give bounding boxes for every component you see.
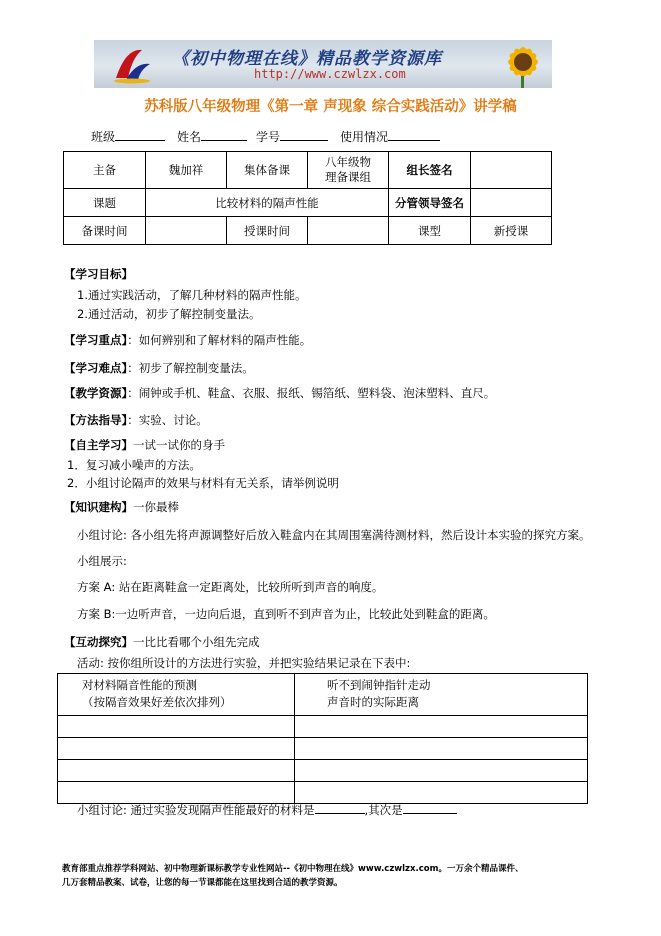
banner-title: 《初中物理在线》精品教学资源库 [172,49,442,69]
fill-id [256,128,328,145]
method [64,412,208,428]
name-label: 姓名 [177,130,202,144]
inter-text: 活动: 按你组所设计的方法进行实验，并把实验结果记录在下表中: [77,656,411,670]
build-paragraph-2: 小组展示: [77,554,127,568]
footer-line-1: 教育部重点推荐学科网站、初中物理新课标教学专业性网站--《初中物理在线》www.czwlzx.com。一万余个精品课件、 [62,864,524,874]
build-paragraph-3: 方案 A: 站在距离鞋盒一定距离处，比较所听到声音的响度。 [77,580,384,594]
cell-label: 组长签名 [389,152,471,189]
key-point [64,332,311,348]
table-row [64,217,552,245]
fill-usage [340,128,440,145]
id-blank[interactable] [280,128,328,141]
table-row [58,738,588,760]
fill-name [177,128,247,145]
table-row [64,152,552,189]
table-cell[interactable] [58,760,295,782]
build-heading: 【知识建构】 [64,500,133,514]
cell-value: 比较材料的隔声性能 [146,189,389,217]
group-leader-sign-cell[interactable] [471,152,552,189]
header-line: （按隔音效果好差依次排列） [82,695,232,709]
resources [64,385,495,401]
header-prediction [58,674,295,716]
table-cell[interactable] [58,716,295,738]
table-row [58,716,588,738]
id-label: 学号 [256,130,281,144]
header-line: 声音时的实际距离 [327,695,419,709]
method-heading: 【方法指导】 [64,413,128,427]
class-label: 班级 [91,130,116,144]
cell-label: 备课时间 [64,217,146,245]
header-line: 听不到闹钟指针走动 [327,678,431,692]
self-subtitle: 一试一试你的身手 [133,438,225,452]
table-row [58,760,588,782]
leader-sign-cell[interactable] [471,189,552,217]
second-material-blank[interactable] [403,801,457,814]
cell-label: 授课时间 [227,217,308,245]
cell-label: 集体备课 [227,152,308,189]
cell-value: 新授课 [471,217,552,245]
res-heading: 【教学资源】 [64,386,128,400]
page-title: 苏科版八年级物理《第一章 声现象 综合实践活动》讲学稿 [144,99,517,115]
inter-subtitle: 一比比看哪个小组先完成 [133,635,260,649]
goal-heading: 【学习目标】 [64,267,133,281]
cell-value: 八年级物 理备课组 [308,152,389,189]
name-blank[interactable] [201,128,247,141]
header-banner [94,40,552,88]
build-paragraph-1: 小组讨论: 各小组先将声源调整好后放入鞋盒内在其周围塞满待测材料，然后设计本实验的探究方案。 [77,528,591,542]
disc-text-b: ,其次是 [364,803,403,817]
usage-label: 使用情况 [340,130,389,144]
knowledge-build [64,499,179,515]
method-text: ：实验、讨论。 [127,413,208,427]
key-heading: 【学习重点】 [64,333,128,347]
teach-time-cell[interactable] [308,217,389,245]
diff-heading: 【学习难点】 [64,361,128,375]
table-row [64,189,552,217]
table-cell[interactable] [295,738,588,760]
self-study [64,437,225,453]
self-item-1: 1．复习减小噪声的方法。 [67,458,201,472]
res-text: ：闹钟或手机、鞋盒、衣服、报纸、锡箔纸、塑料袋、泡沫塑料、直尺。 [127,386,496,400]
interactive-explore [64,634,260,650]
cell-label: 课型 [389,217,471,245]
footer-line-2: 几万套精品教案、试卷，让您的每一节课都能在这里找到合适的教学资源。 [62,878,343,888]
result-table [57,673,588,804]
fill-class [91,128,165,145]
difficulty-point [64,360,254,376]
lesson-info-table [63,151,552,245]
disc-text-a: 小组讨论: 通过实验发现隔声性能最好的材料是 [77,803,315,817]
banner-url: http://www.czwlzx.com [254,67,406,81]
table-cell[interactable] [58,738,295,760]
header-distance [295,674,588,716]
best-material-blank[interactable] [315,801,365,814]
build-paragraph-4: 方案 B:一边听声音，一边向后退，直到听不到声音为止，比较此处到鞋盒的距离。 [77,607,495,621]
cell-label: 课题 [64,189,146,217]
sunflower-icon [492,40,552,88]
build-subtitle: 一你最棒 [133,500,179,514]
class-blank[interactable] [115,128,165,141]
discussion-line [77,801,457,818]
table-cell[interactable] [295,716,588,738]
header-line: 对材料隔音性能的预测 [82,678,197,692]
goal-item-1: 1.通过实践活动，了解几种材料的隔声性能。 [77,288,307,302]
footer [62,862,523,890]
cell-value: 魏加祥 [146,152,227,189]
prep-time-cell[interactable] [146,217,227,245]
inter-heading: 【互动探究】 [64,635,133,649]
self-heading: 【自主学习】 [64,438,133,452]
table-header-row [58,674,588,716]
usage-blank[interactable] [388,128,440,141]
cell-label: 主备 [64,152,146,189]
key-text: ：如何辨别和了解材料的隔声性能。 [127,333,312,347]
self-item-2: 2．小组讨论隔声的效果与材料有无关系，请举例说明 [67,476,339,490]
site-logo-icon [112,44,152,84]
goal-item-2: 2.通过活动，初步了解控制变量法。 [77,307,261,321]
diff-text: ：初步了解控制变量法。 [127,361,254,375]
table-cell[interactable] [295,760,588,782]
cell-label: 分管领导签名 [389,189,471,217]
